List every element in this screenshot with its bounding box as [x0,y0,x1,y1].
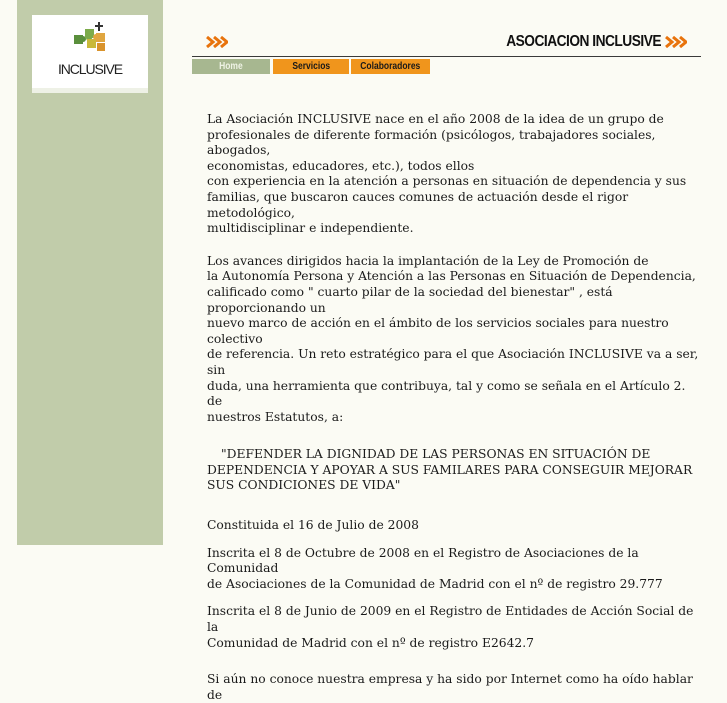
text-line: La Asociación INCLUSIVE nace en el año 2008 de la idea de un grupo de [207,112,664,126]
intro-paragraph [207,112,701,237]
constituida-text: Constituida el 16 de Julio de 2008 [207,518,419,533]
final-paragraph: Si aún no conoce nuestra empresa y ha sido por Internet como ha oído hablar de [207,672,693,702]
double-chevron-right-icon [665,36,687,48]
double-chevron-right-icon [206,36,228,48]
nav-colaboradores-label: Colaboradores [360,61,421,72]
nav-colaboradores-button[interactable] [351,59,430,74]
avances-paragraph [207,254,701,426]
site-title: ASOCIACION INCLUSIVE [506,33,661,50]
text-line: calificado como " cuarto pilar de la sociedad del bienestar" , está proporcionando un [207,284,613,315]
text-line: duda, una herramienta que contribuya, tal y como se señala en el Artículo 2. de [207,378,686,409]
puzzle-logo-icon [72,21,108,53]
logo-text: INCLUSIVE [57,61,122,77]
text-line: de Asociaciones de la Comunidad de Madrid con el nº de registro 29.777 [207,576,663,591]
nav-home-label: Home [219,61,243,72]
text-line: multidisciplinar e independiente. [207,221,414,236]
text-line: familias, que buscaron cauces comunes de actuación desde el rigor metodológico, [207,189,629,220]
text-line: Inscrita el 8 de Junio de 2009 en el Registro de Entidades de Acción Social de la [207,604,694,635]
quote-line: SUS CONDICIONES DE VIDA" [207,478,401,493]
inscrita-paragraph-2 [207,604,701,651]
text-line: de referencia. Un reto estratégico para el que Asociación INCLUSIVE va a ser, sin [207,347,699,377]
text-line: nuestros Estatutos, a: [207,409,344,424]
text-line: con experiencia en la atención a personas en situación de dependencia y sus [207,174,687,189]
nav-servicios-button[interactable] [273,59,349,74]
quote-line: "DEFENDER LA DIGNIDAD DE LAS PERSONAS EN SITUACIÓN DE [221,447,651,462]
text-line: profesionales de diferente formación (psicólogos, trabajadores sociales, abogados, [207,127,656,158]
main-content [207,112,701,703]
page-header [192,32,701,57]
text-line: Inscrita el 8 de Octubre de 2008 en el Registro de Asociaciones de la Comunidad [207,545,639,576]
nav-home-button[interactable] [192,59,270,74]
text-line: nuevo marco de acción en el ámbito de los servicios sociales para nuestro colectivo [207,316,669,346]
quote-line: DEPENDENCIA Y APOYAR A SUS FAMILARES PARA CONSEGUIR MEJORAR [207,462,693,477]
logo[interactable] [32,15,148,93]
inscrita-paragraph-1 [207,546,701,593]
text-line: Los avances dirigidos hacia la implantación de la Ley de Promoción de [207,253,649,268]
sidebar [17,0,163,545]
nav-servicios-label: Servicios [292,61,330,72]
text-line: la Autonomía Persona y Atención a las Personas en Situación de Dependencia, [207,269,696,284]
mission-quote [207,447,701,494]
text-line: economistas, educadores, etc.), todos ellos [207,158,475,173]
text-line: Comunidad de Madrid con el nº de registro E2642.7 [207,635,534,650]
